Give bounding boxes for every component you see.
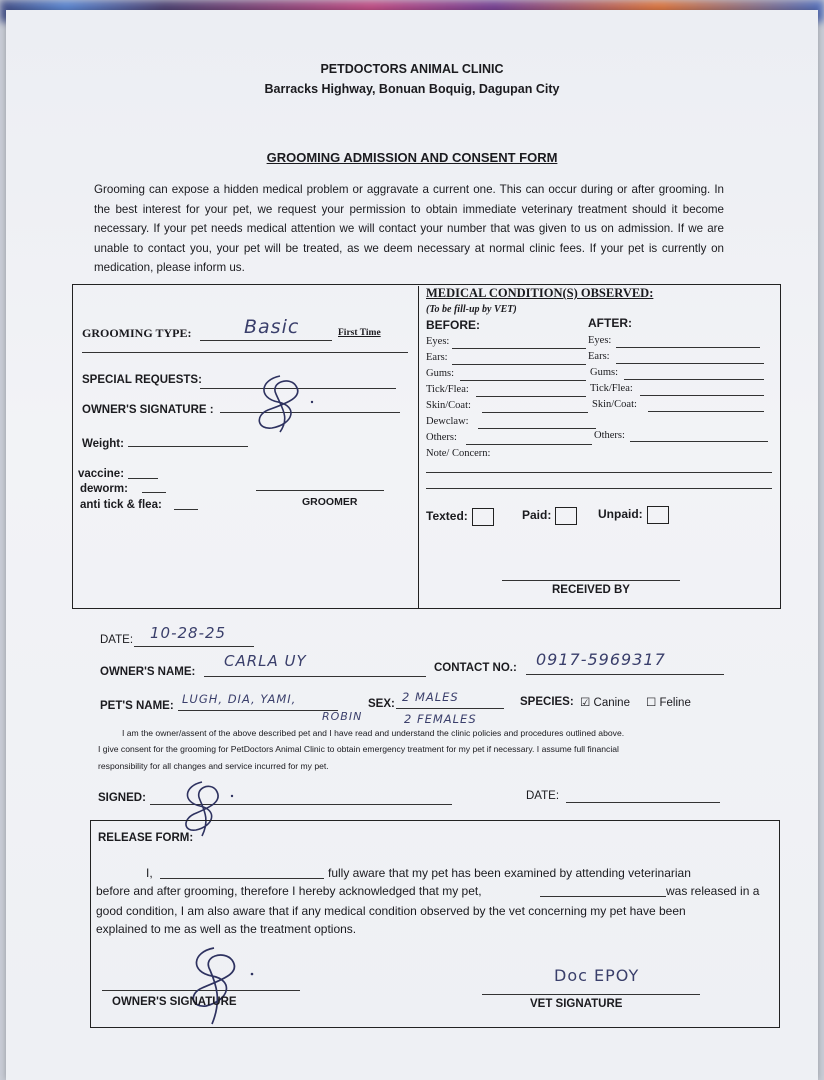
before-tick-line xyxy=(476,396,586,397)
owner-name-value: CARLA UY xyxy=(224,652,307,670)
after-tick-line xyxy=(640,395,764,396)
after-eyes: Eyes: xyxy=(588,335,612,346)
note-line-2 xyxy=(426,488,772,489)
vet-signature-label: VET SIGNATURE xyxy=(530,998,623,1010)
owner-name-line xyxy=(204,676,426,677)
grooming-type-value: Basic xyxy=(244,316,300,338)
signed-label: SIGNED: xyxy=(98,792,146,804)
after-others-line xyxy=(630,441,768,442)
pet-name-label: PET'S NAME: xyxy=(100,700,174,712)
special-requests-label: SPECIAL REQUESTS: xyxy=(82,374,202,386)
texted-box[interactable] xyxy=(472,508,494,526)
release-name-line xyxy=(160,878,324,879)
pet-name-line xyxy=(178,710,338,711)
before-tick: Tick/Flea: xyxy=(426,384,469,395)
form-title: GROOMING ADMISSION AND CONSENT FORM xyxy=(266,150,558,165)
anti-tick-line xyxy=(174,509,198,510)
pet-name-value-1: LUGH, DIA, YAMI, xyxy=(182,692,297,706)
unpaid-label: Unpaid: xyxy=(598,507,643,522)
release-line-2b: was released in a xyxy=(666,884,760,898)
after-others: Others: xyxy=(594,430,625,441)
release-line-4: explained to me as well as the treatment options. xyxy=(96,922,357,936)
after-eyes-line xyxy=(616,347,760,348)
after-gums: Gums: xyxy=(590,367,619,378)
unpaid-checkbox[interactable] xyxy=(598,506,669,524)
deworm-line xyxy=(142,492,166,493)
owner-name-label: OWNER'S NAME: xyxy=(100,666,196,678)
after-gums-line xyxy=(624,379,764,380)
date-line xyxy=(134,646,254,647)
owner-signature-release-label: OWNER'S SIGNATURE xyxy=(112,996,237,1008)
vet-signature-line xyxy=(482,994,700,995)
vaccine-line xyxy=(128,478,158,479)
received-by-label: RECEIVED BY xyxy=(552,584,630,596)
unpaid-box[interactable] xyxy=(647,506,669,524)
groomer-line xyxy=(256,490,384,491)
texted-checkbox[interactable] xyxy=(426,508,494,526)
grooming-type-line xyxy=(200,340,332,341)
before-ears-line xyxy=(452,364,586,365)
consent-line-2: I give consent for the grooming for PetDoctors Animal Clinic to obtain emergency treatment for my pet if necessary. I assume full financial xyxy=(98,744,619,754)
groomer-label: GROOMER xyxy=(302,496,358,508)
contact-label: CONTACT NO.: xyxy=(434,662,517,674)
before-eyes-line xyxy=(452,348,586,349)
grooming-type-label: GROOMING TYPE: xyxy=(82,326,192,340)
after-skin-line xyxy=(648,411,764,412)
owner-signature-scribble-icon xyxy=(250,368,318,438)
before-skin-line xyxy=(482,412,588,413)
sex-value-1: 2 MALES xyxy=(402,690,459,704)
before-gums-line xyxy=(460,380,586,381)
canine-label: Canine xyxy=(593,697,630,709)
owner-signature-label: OWNER'S SIGNATURE : xyxy=(82,404,214,416)
first-time-label: First Time xyxy=(338,328,381,338)
release-line-2a: before and after grooming, therefore I hereby acknowledged that my pet, xyxy=(96,884,482,898)
before-skin: Skin/Coat: xyxy=(426,400,471,411)
clinic-name: PETDOCTORS ANIMAL CLINIC xyxy=(320,62,504,76)
note-concern-label: Note/ Concern: xyxy=(426,448,491,459)
contact-line xyxy=(526,674,724,675)
before-ears: Ears: xyxy=(426,352,448,363)
unchecked-box-icon[interactable]: ☐ xyxy=(646,697,657,709)
before-gums: Gums: xyxy=(426,368,455,379)
feline-label: Feline xyxy=(659,697,691,709)
before-heading: BEFORE: xyxy=(426,318,480,332)
after-skin: Skin/Coat: xyxy=(592,399,637,410)
paid-label: Paid: xyxy=(522,508,552,523)
release-line-1: fully aware that my pet has been examined by attending veterinarian xyxy=(328,866,691,880)
sex-value-2: 2 FEMALES xyxy=(404,712,477,726)
received-by-line xyxy=(502,580,680,581)
texted-label: Texted: xyxy=(426,509,468,524)
release-pet-line xyxy=(540,896,666,897)
weight-label: Weight: xyxy=(82,438,124,450)
release-line-3: good condition, I am also aware that if any medical condition observed by the vet concerning my pet have been xyxy=(96,904,686,918)
after-tick: Tick/Flea: xyxy=(590,383,633,394)
before-others: Others: xyxy=(426,432,457,443)
before-eyes: Eyes: xyxy=(426,336,450,347)
consent-line-3: responsibility for all changes and service incurred for my pet. xyxy=(98,761,329,771)
contact-value: 0917-5969317 xyxy=(536,650,666,669)
after-ears: Ears: xyxy=(588,351,610,362)
admission-divider xyxy=(418,286,419,608)
date2-line xyxy=(566,802,720,803)
pet-name-value-2: ROBIN xyxy=(322,710,363,723)
checked-box-icon[interactable]: ☑ xyxy=(580,697,591,709)
before-others-line xyxy=(466,444,592,445)
paid-box[interactable] xyxy=(555,507,577,525)
species-label: SPECIES: xyxy=(520,696,574,708)
consent-form-paper xyxy=(6,10,818,1080)
anti-tick-label: anti tick & flea: xyxy=(80,499,162,511)
grooming-extra-line xyxy=(82,352,408,353)
vet-signature-value: Doc EPOY xyxy=(554,966,640,985)
after-ears-line xyxy=(616,363,764,364)
clinic-address: Barracks Highway, Bonuan Boquig, Dagupan City xyxy=(264,82,560,96)
date-label: DATE: xyxy=(100,634,134,646)
medical-subtitle: (To be fill-up by VET) xyxy=(426,304,517,315)
date-value: 10-28-25 xyxy=(150,624,227,642)
date2-label: DATE: xyxy=(526,790,560,802)
note-line-1 xyxy=(426,472,772,473)
consent-line-1: I am the owner/assent of the above described pet and I have read and understand the clinic policies and procedures outlined above. xyxy=(122,728,625,738)
vaccine-label: vaccine: xyxy=(78,468,125,480)
release-form-title: RELEASE FORM: xyxy=(98,832,194,844)
intro-paragraph: Grooming can expose a hidden medical problem or aggravate a current one. This can occur during or after grooming. In the best interest for your pet, we request your permission to obtain immediate veterinary treatment should it become necessary. If your pet needs medical attention we will contact your number that was given to us on admission. If we are unable to contact you, your pet will be treated, as we deem necessary at normal clinic fees. If your pet is currently on medication, please inform us. xyxy=(94,183,724,274)
deworm-label: deworm: xyxy=(80,483,128,495)
weight-line xyxy=(128,446,248,447)
sex-line xyxy=(396,708,504,709)
species-feline-option[interactable] xyxy=(646,695,691,709)
after-heading: AFTER: xyxy=(588,316,632,330)
before-dewclaw: Dewclaw: xyxy=(426,416,469,427)
before-dewclaw-line xyxy=(478,428,596,429)
species-canine-option[interactable] xyxy=(580,695,630,709)
release-i: I, xyxy=(146,866,153,880)
paid-checkbox[interactable] xyxy=(522,507,577,525)
release-owner-signature-scribble-icon xyxy=(178,940,260,1030)
sex-label: SEX: xyxy=(368,698,395,710)
medical-title: MEDICAL CONDITION(S) OBSERVED: xyxy=(426,286,654,300)
